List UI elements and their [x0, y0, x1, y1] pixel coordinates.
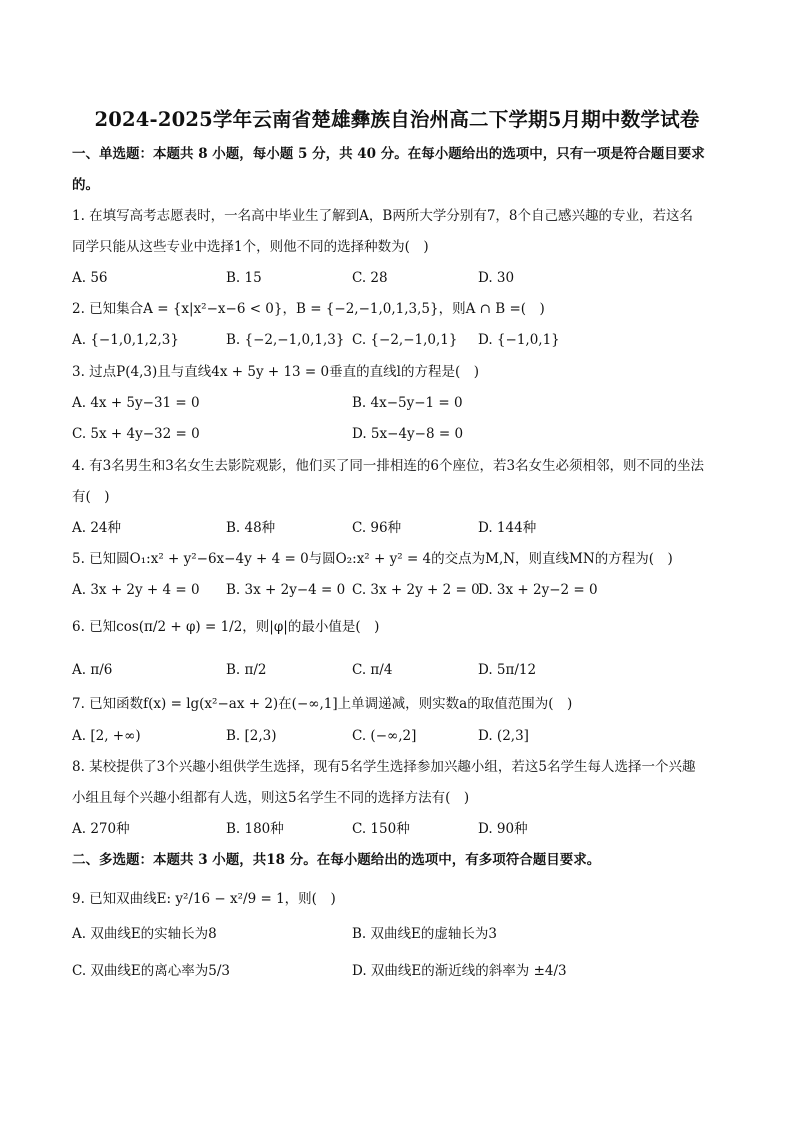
question-1-option-b: B. 15 — [226, 270, 262, 286]
question-5-option-c: C. 3x + 2y + 2 = 0 — [352, 582, 480, 598]
question-5-option-d: D. 3x + 2y−2 = 0 — [478, 582, 598, 598]
question-6-stem: 6. 已知cos(π/2 + φ) = 1/2，则|φ|的最小值是( ) — [72, 619, 380, 635]
question-8-stem-line1: 8. 某校提供了3个兴趣小组供学生选择，现有5名学生选择参加兴趣小组，若这5名学生每人选择一个兴趣 — [72, 759, 696, 775]
question-1-option-a: A. 56 — [72, 270, 108, 286]
question-4-option-a: A. 24种 — [72, 520, 122, 536]
question-1-option-c: C. 28 — [352, 270, 388, 286]
question-7-option-b: B. [2,3) — [226, 728, 277, 744]
question-2-stem: 2. 已知集合A = {x|x²−x−6 < 0}，B = {−2,−1,0,1,3,5}，则A ∩ B =( ) — [72, 301, 545, 317]
question-7-option-d: D. (2,3] — [478, 728, 529, 744]
question-7-option-a: A. [2, +∞) — [72, 728, 141, 744]
question-9-option-d: D. 双曲线E的渐近线的斜率为 ±4/3 — [352, 963, 567, 979]
question-8-option-c: C. 150种 — [352, 821, 410, 837]
question-3-option-d: D. 5x−4y−8 = 0 — [352, 426, 464, 442]
page-title: 2024-2025学年云南省楚雄彝族自治州高二下学期5月期中数学试卷 — [94, 108, 700, 131]
section2-heading: 二、多选题：本题共 3 小题，共18 分。在每小题给出的选项中，有多项符合题目要求。 — [72, 852, 601, 868]
question-8-stem-line2: 小组且每个兴趣小组都有人选，则这5名学生不同的选择方法有( ) — [72, 790, 470, 806]
question-5-option-b: B. 3x + 2y−4 = 0 — [226, 582, 346, 598]
question-4-option-d: D. 144种 — [478, 520, 537, 536]
section1-heading-line2: 的。 — [72, 177, 99, 193]
question-2-option-b: B. {−2,−1,0,1,3} — [226, 332, 345, 348]
question-6-option-a: A. π/6 — [72, 662, 113, 678]
question-5-stem: 5. 已知圆O₁:x² + y²−6x−4y + 4 = 0与圆O₂:x² + y² = 4的交点为M,N，则直线MN的方程为( ) — [72, 551, 673, 567]
question-3-option-a: A. 4x + 5y−31 = 0 — [72, 395, 200, 411]
question-4-option-b: B. 48种 — [226, 520, 276, 536]
question-1-stem-line2: 同学只能从这些专业中选择1个，则他不同的选择种数为( ) — [72, 239, 429, 255]
question-9-stem: 9. 已知双曲线E: y²/16 − x²/9 = 1，则( ) — [72, 891, 336, 907]
question-4-stem-line2: 有( ) — [72, 489, 110, 505]
question-1-stem-line1: 1. 在填写高考志愿表时，一名高中毕业生了解到A，B两所大学分别有7，8个自己感兴趣的专业，若这名 — [72, 208, 694, 224]
question-2-option-d: D. {−1,0,1} — [478, 332, 560, 348]
question-1-option-d: D. 30 — [478, 270, 515, 286]
question-2-option-a: A. {−1,0,1,2,3} — [72, 332, 179, 348]
question-9-option-a: A. 双曲线E的实轴长为8 — [72, 926, 217, 942]
question-8-option-b: B. 180种 — [226, 821, 284, 837]
question-4-option-c: C. 96种 — [352, 520, 402, 536]
section1-heading-line1: 一、单选题：本题共 8 小题，每小题 5 分，共 40 分。在每小题给出的选项中，只有一项是符合题目要求 — [72, 146, 705, 162]
question-3-option-c: C. 5x + 4y−32 = 0 — [72, 426, 200, 442]
question-6-option-d: D. 5π/12 — [478, 662, 537, 678]
question-6-option-b: B. π/2 — [226, 662, 267, 678]
question-4-stem-line1: 4. 有3名男生和3名女生去影院观影，他们买了同一排相连的6个座位，若3名女生必须相邻，则不同的坐法 — [72, 458, 705, 474]
question-9-option-b: B. 双曲线E的虚轴长为3 — [352, 926, 497, 942]
question-5-option-a: A. 3x + 2y + 4 = 0 — [72, 582, 200, 598]
question-2-option-c: C. {−2,−1,0,1} — [352, 332, 458, 348]
question-7-stem: 7. 已知函数f(x) = lg(x²−ax + 2)在(−∞,1]上单调递减，则实数a的取值范围为( ) — [72, 696, 573, 712]
question-7-option-c: C. (−∞,2] — [352, 728, 417, 744]
question-8-option-d: D. 90种 — [478, 821, 528, 837]
question-9-option-c: C. 双曲线E的离心率为5/3 — [72, 963, 231, 979]
question-3-stem: 3. 过点P(4,3)且与直线4x + 5y + 13 = 0垂直的直线l的方程是( ) — [72, 364, 479, 380]
question-6-option-c: C. π/4 — [352, 662, 393, 678]
question-8-option-a: A. 270种 — [72, 821, 130, 837]
question-3-option-b: B. 4x−5y−1 = 0 — [352, 395, 463, 411]
